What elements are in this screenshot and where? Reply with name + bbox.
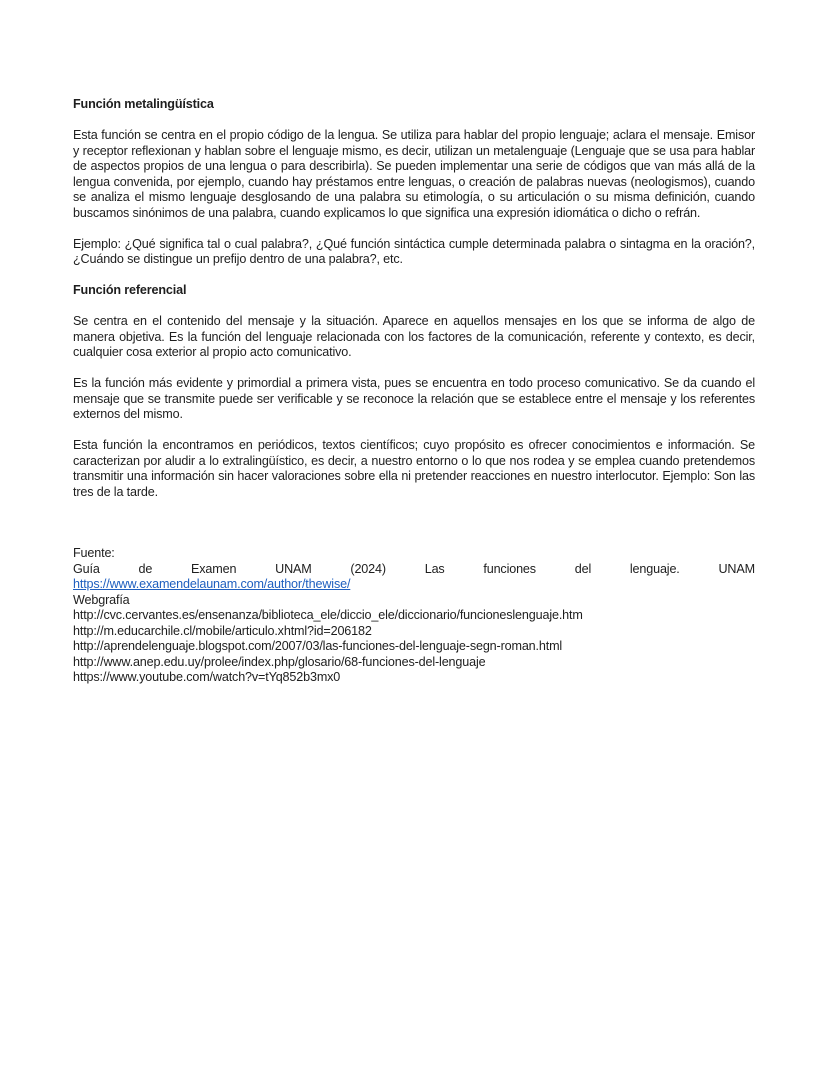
paragraph: Se centra en el contenido del mensaje y la situación. Aparece en aquellos mensajes en los que se informa de algo de manera objetiva. Es la función del lenguaje relacionada con los factores de la comunicación, referente y contexto, es decir, cualquier cosa exterior al propio acto comunicativo.	[73, 314, 755, 359]
citation-word: UNAM	[718, 561, 755, 576]
citation-word: de	[138, 561, 153, 576]
paragraph: Esta función la encontramos en periódicos, textos científicos; cuyo propósito es ofrecer conocimientos e información. Se caracterizan por aludir a lo extralingüístico, es decir, a nuestro entorno o lo que nos rodea y se emplea cuando pretendemos transmitir una información sin hacer valoraciones sobre ella ni pretender reacciones en nuestro interlocutor. Ejemplo: Son las tres de la tarde.	[73, 438, 755, 499]
paragraph: Es la función más evidente y primordial a primera vista, pues se encuentra en todo proceso comunicativo. Se da cuando el mensaje que se transmite puede ser verificable y se reconoce la relación que se establece entre el mensaje y los referentes externos del mismo.	[73, 376, 755, 421]
citation-word: lenguaje.	[629, 561, 680, 576]
webgrafia-url: http://www.anep.edu.uy/prolee/index.php/glosario/68-funciones-del-lenguaje	[73, 654, 486, 669]
paragraph: Esta función se centra en el propio código de la lengua. Se utiliza para hablar del propio lenguaje; aclara el mensaje. Emisor y receptor reflexionan y hablan sobre el lenguaje mismo, es decir, utilizan un metalenguaje (Lenguaje que se usa para hablar de aspectos propios de una lengua o para describirla). Se pueden implementar una serie de códigos que van más allá de la lengua convenida, por ejemplo, cuando hay préstamos entre lenguas, o creación de palabras nuevas (neologismos), cuando se analiza el mismo lenguaje desglosando de una palabra su etimología, o su articulación o su misma definición, cuando buscamos sinónimos de una palabra, cuando explicamos lo que significa una expresión idiomática o dicho o refrán.	[73, 128, 755, 220]
section-heading: Función referencial	[73, 283, 187, 297]
citation-word: del	[574, 561, 592, 576]
citation-word: Las	[424, 561, 445, 576]
section-metalinguistic	[73, 97, 755, 268]
section-referential	[73, 283, 755, 500]
document-page	[73, 97, 755, 686]
citation-word: Guía	[73, 561, 100, 576]
example-paragraph: Ejemplo: ¿Qué significa tal o cual palabra?, ¿Qué función sintáctica cumple determinada palabra o sintagma en la oración?, ¿Cuándo se distingue un prefijo dentro de una palabra?, etc.	[73, 236, 755, 266]
sources-section	[73, 546, 755, 686]
section-heading: Función metalingüística	[73, 97, 214, 111]
webgrafia-url: https://www.youtube.com/watch?v=tYq852b3mx0	[73, 670, 341, 684]
citation-word: UNAM	[275, 561, 312, 576]
citation-word: Examen	[191, 561, 237, 576]
citation-word: (2024)	[350, 561, 386, 576]
webgrafia-label: Webgrafía	[73, 592, 130, 607]
citation-word: funciones	[483, 561, 536, 576]
guide-citation	[73, 562, 755, 578]
sources-label: Fuente:	[73, 546, 115, 560]
webgrafia-url: http://aprendelenguaje.blogspot.com/2007/03/las-funciones-del-lenguaje-segn-roman.html	[73, 639, 563, 653]
webgrafia-url: http://m.educarchile.cl/mobile/articulo.xhtml?id=206182	[73, 623, 372, 638]
webgrafia-url: http://cvc.cervantes.es/ensenanza/biblioteca_ele/diccio_ele/diccionario/funcioneslenguaje.htm	[73, 608, 583, 622]
guide-link[interactable]: https://www.examendelaunam.com/author/thewise/	[73, 577, 351, 591]
